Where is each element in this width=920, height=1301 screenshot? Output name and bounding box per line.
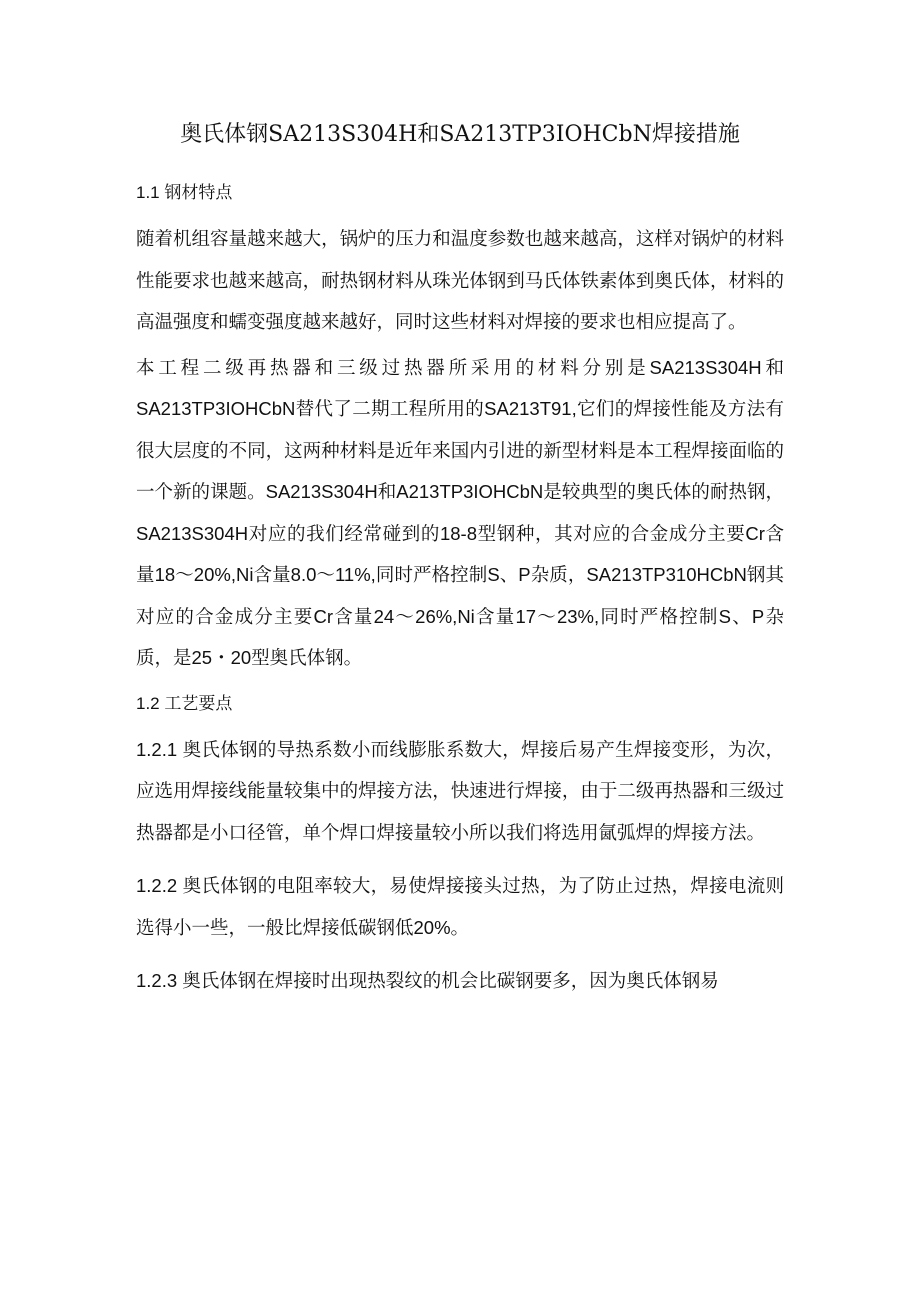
paragraph-1-2-2: 1.2.2 奥氏体钢的电阻率较大，易使焊接接头过热，为了防止过热，焊接电流则选得小一些，一般比焊接低碳钢低20%。 (136, 875, 784, 938)
section-heading-1-2: 1.2 工艺要点 (136, 693, 233, 713)
paragraph-steel-features-intro: 随着机组容量越来越大，锅炉的压力和温度参数也越来越高，这样对锅炉的材料性能要求也越来越高，耐热钢材料从珠光体钢到马氏体铁素体到奥氏体，材料的高温强度和蠕变强度越来越好，同时这些材料对焊接的要求也相应提高了。 (136, 228, 784, 332)
paragraph-1-2-1: 1.2.1 奥氏体钢的导热系数小而线膨胀系数大，焊接后易产生焊接变形，为次，应选用焊接线能量较集中的焊接方法，快速进行焊接，由于二级再热器和三级过热器都是小口径管，单个焊口焊接量较小所以我们将选用氤弧焊的焊接方法。 (136, 738, 784, 843)
document-title: 奥氏体钢SA213S304H和SA213TP3IOHCbN焊接措施 (180, 122, 740, 147)
section-heading-1-1: 1.1 钢材特点 (136, 183, 233, 202)
paragraph-1-2-3: 1.2.3 奥氏体钢在焊接时出现热裂纹的机会比碳钢要多，因为奥氏体钢易 (136, 970, 719, 991)
paragraph-steel-materials: 本工程二级再热器和三级过热器所采用的材料分别是SA213S304H和SA213TP3IOHCbN替代了二期工程所用的SA213T91,它们的焊接性能及方法有很大层度的不同，这两种材料是近年来国内引进的新型材料是本工程焊接面临的一个新的课题。SA213S304H和A213TP3IOHCbN是较典型的奥氏体的耐热钢，SA213S304H对应的我们经常碰到的18-8型钢种，其对应的合金成分主要Cr含量18～20%,Ni含量8.0～11%,同时严格控制S、P杂质，SA213TP310HCbN钢其对应的合金成分主要Cr含量24～26%,Ni含量17～23%,同时严格控制S、P杂质，是25・20型奥氏体钢。 (136, 356, 784, 668)
